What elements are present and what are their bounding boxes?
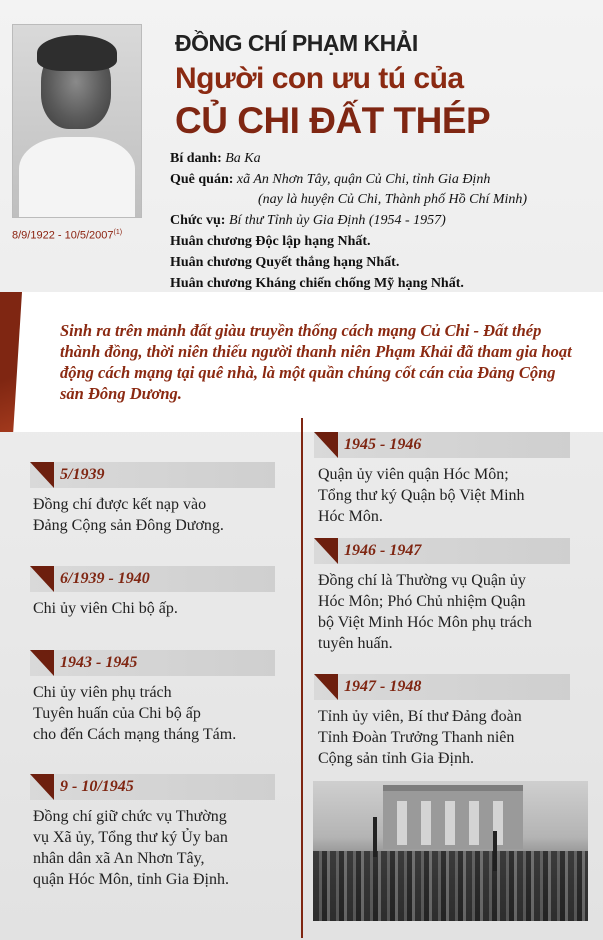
- timeline-text: cho đến Cách mạng tháng Tám.: [33, 726, 237, 743]
- building-column: [397, 801, 407, 845]
- year-tab-accent: [314, 538, 338, 564]
- year-tab-accent: [30, 566, 54, 592]
- timeline-entry: [318, 570, 532, 654]
- timeline-year-band: [314, 432, 570, 458]
- timeline-text: nhân dân xã An Nhơn Tây,: [33, 850, 205, 867]
- timeline-year-band: [30, 462, 275, 488]
- timeline-year: 1946 - 1947: [344, 542, 422, 559]
- position-value: Bí thư Tỉnh ủy Gia Định (1954 - 1957): [228, 213, 446, 228]
- timeline-text: Cộng sản tỉnh Gia Định.: [318, 750, 474, 767]
- profile-hometown-note: [258, 192, 527, 208]
- timeline-year: 1943 - 1945: [60, 654, 138, 671]
- alias-label: Bí danh:: [170, 151, 222, 166]
- timeline-year-band: [30, 566, 275, 592]
- timeline-year-band: [314, 538, 570, 564]
- timeline-year: 1945 - 1946: [344, 436, 422, 453]
- historical-photo: [313, 781, 588, 921]
- medal-item: [170, 276, 464, 292]
- building-column: [421, 801, 431, 845]
- timeline-year: 6/1939 - 1940: [60, 570, 150, 587]
- timeline-text: Hóc Môn.: [318, 508, 383, 525]
- portrait-photo: [12, 24, 142, 218]
- timeline-text: Chi ủy viên Chi bộ ấp.: [33, 600, 178, 617]
- timeline-text: Hóc Môn; Phó Chủ nhiệm Quận: [318, 593, 526, 610]
- profile-alias: [170, 151, 261, 167]
- timeline-text: Đồng chí giữ chức vụ Thường: [33, 808, 227, 825]
- title-name: ĐỒNG CHÍ PHẠM KHẢI: [175, 30, 418, 56]
- timeline-text: Tổng thư ký Quận bộ Việt Minh: [318, 487, 525, 504]
- timeline-text: Đảng Cộng sản Đông Dương.: [33, 517, 224, 534]
- medal-text: Huân chương Độc lập hạng Nhất.: [170, 234, 371, 249]
- timeline-year: 1947 - 1948: [344, 678, 422, 695]
- timeline-text: vụ Xã ủy, Tổng thư ký Ủy ban: [33, 829, 228, 846]
- timeline-text: quận Hóc Môn, tỉnh Gia Định.: [33, 871, 229, 888]
- year-tab-accent: [30, 774, 54, 800]
- timeline-text: Tỉnh ủy viên, Bí thư Đảng đoàn: [318, 708, 522, 725]
- intro-paragraph: Sinh ra trên mảnh đất giàu truyền thống cách mạng Củ Chi - Đất thép thành đồng, thời niên thiếu người thanh niên Phạm Khải đã tham gia hoạt động cách mạng tại quê nhà, là một quần chúng cốt cán của Đảng Cộng sản Đông Dương.: [60, 321, 572, 403]
- crowd: [313, 851, 588, 921]
- medal-item: [170, 234, 371, 250]
- timeline-year: 9 - 10/1945: [60, 778, 134, 795]
- profile-hometown: [170, 172, 490, 188]
- alias-value: Ba Ka: [225, 151, 261, 166]
- timeline-year: 5/1939: [60, 466, 105, 483]
- timeline-text: Tuyên huấn của Chi bộ ấp: [33, 705, 201, 722]
- timeline-text: Đồng chí được kết nạp vào: [33, 496, 207, 513]
- medal-item: [170, 255, 399, 271]
- timeline-text: Quận ủy viên quận Hóc Môn;: [318, 466, 509, 483]
- hometown-value: xã An Nhơn Tây, quận Củ Chi, tỉnh Gia Định: [236, 172, 491, 187]
- timeline-entry: [318, 464, 525, 527]
- year-tab-accent: [30, 462, 54, 488]
- banner-accent-edge: [0, 292, 22, 432]
- title-place: CỦ CHI ĐẤT THÉP: [175, 100, 491, 141]
- building-column: [445, 801, 455, 845]
- position-label: Chức vụ:: [170, 213, 226, 228]
- hometown-label: Quê quán:: [170, 172, 234, 187]
- hometown-note: (nay là huyện Củ Chi, Thành phố Hồ Chí Minh): [258, 192, 528, 207]
- timeline-entry: [33, 806, 229, 890]
- timeline-text: Đồng chí là Thường vụ Quận ủy: [318, 572, 526, 589]
- timeline-year-band: [30, 650, 275, 676]
- medal-text: Huân chương Quyết thắng hạng Nhất.: [170, 255, 400, 270]
- timeline-year-band: [314, 674, 570, 700]
- timeline-text: tuyên huấn.: [318, 635, 393, 652]
- medal-text: Huân chương Kháng chiến chống Mỹ hạng Nhất.: [170, 276, 464, 291]
- timeline-text: Chi ủy viên phụ trách: [33, 684, 172, 701]
- profile-position: [170, 213, 446, 229]
- year-tab-accent: [314, 432, 338, 458]
- timeline-text: bộ Việt Minh Hóc Môn phụ trách: [318, 614, 532, 631]
- lifespan-text: 8/9/1922 - 10/5/2007: [12, 229, 114, 242]
- timeline-text: Tỉnh Đoàn Trưởng Thanh niên: [318, 729, 515, 746]
- year-tab-accent: [314, 674, 338, 700]
- portrait-shirt: [19, 137, 135, 217]
- footnote-marker: (1): [113, 229, 123, 236]
- lifespan-dates: [12, 229, 122, 242]
- timeline-divider: [301, 418, 303, 938]
- timeline-entry: [33, 682, 236, 745]
- timeline-entry: [33, 494, 224, 536]
- title-subtitle: Người con ưu tú của: [175, 62, 464, 95]
- portrait-hair: [37, 35, 117, 71]
- timeline-year-band: [30, 774, 275, 800]
- timeline-entry: [33, 598, 178, 619]
- timeline-entry: [318, 706, 522, 769]
- building-column: [469, 801, 479, 845]
- year-tab-accent: [30, 650, 54, 676]
- opera-house-building: [383, 785, 523, 849]
